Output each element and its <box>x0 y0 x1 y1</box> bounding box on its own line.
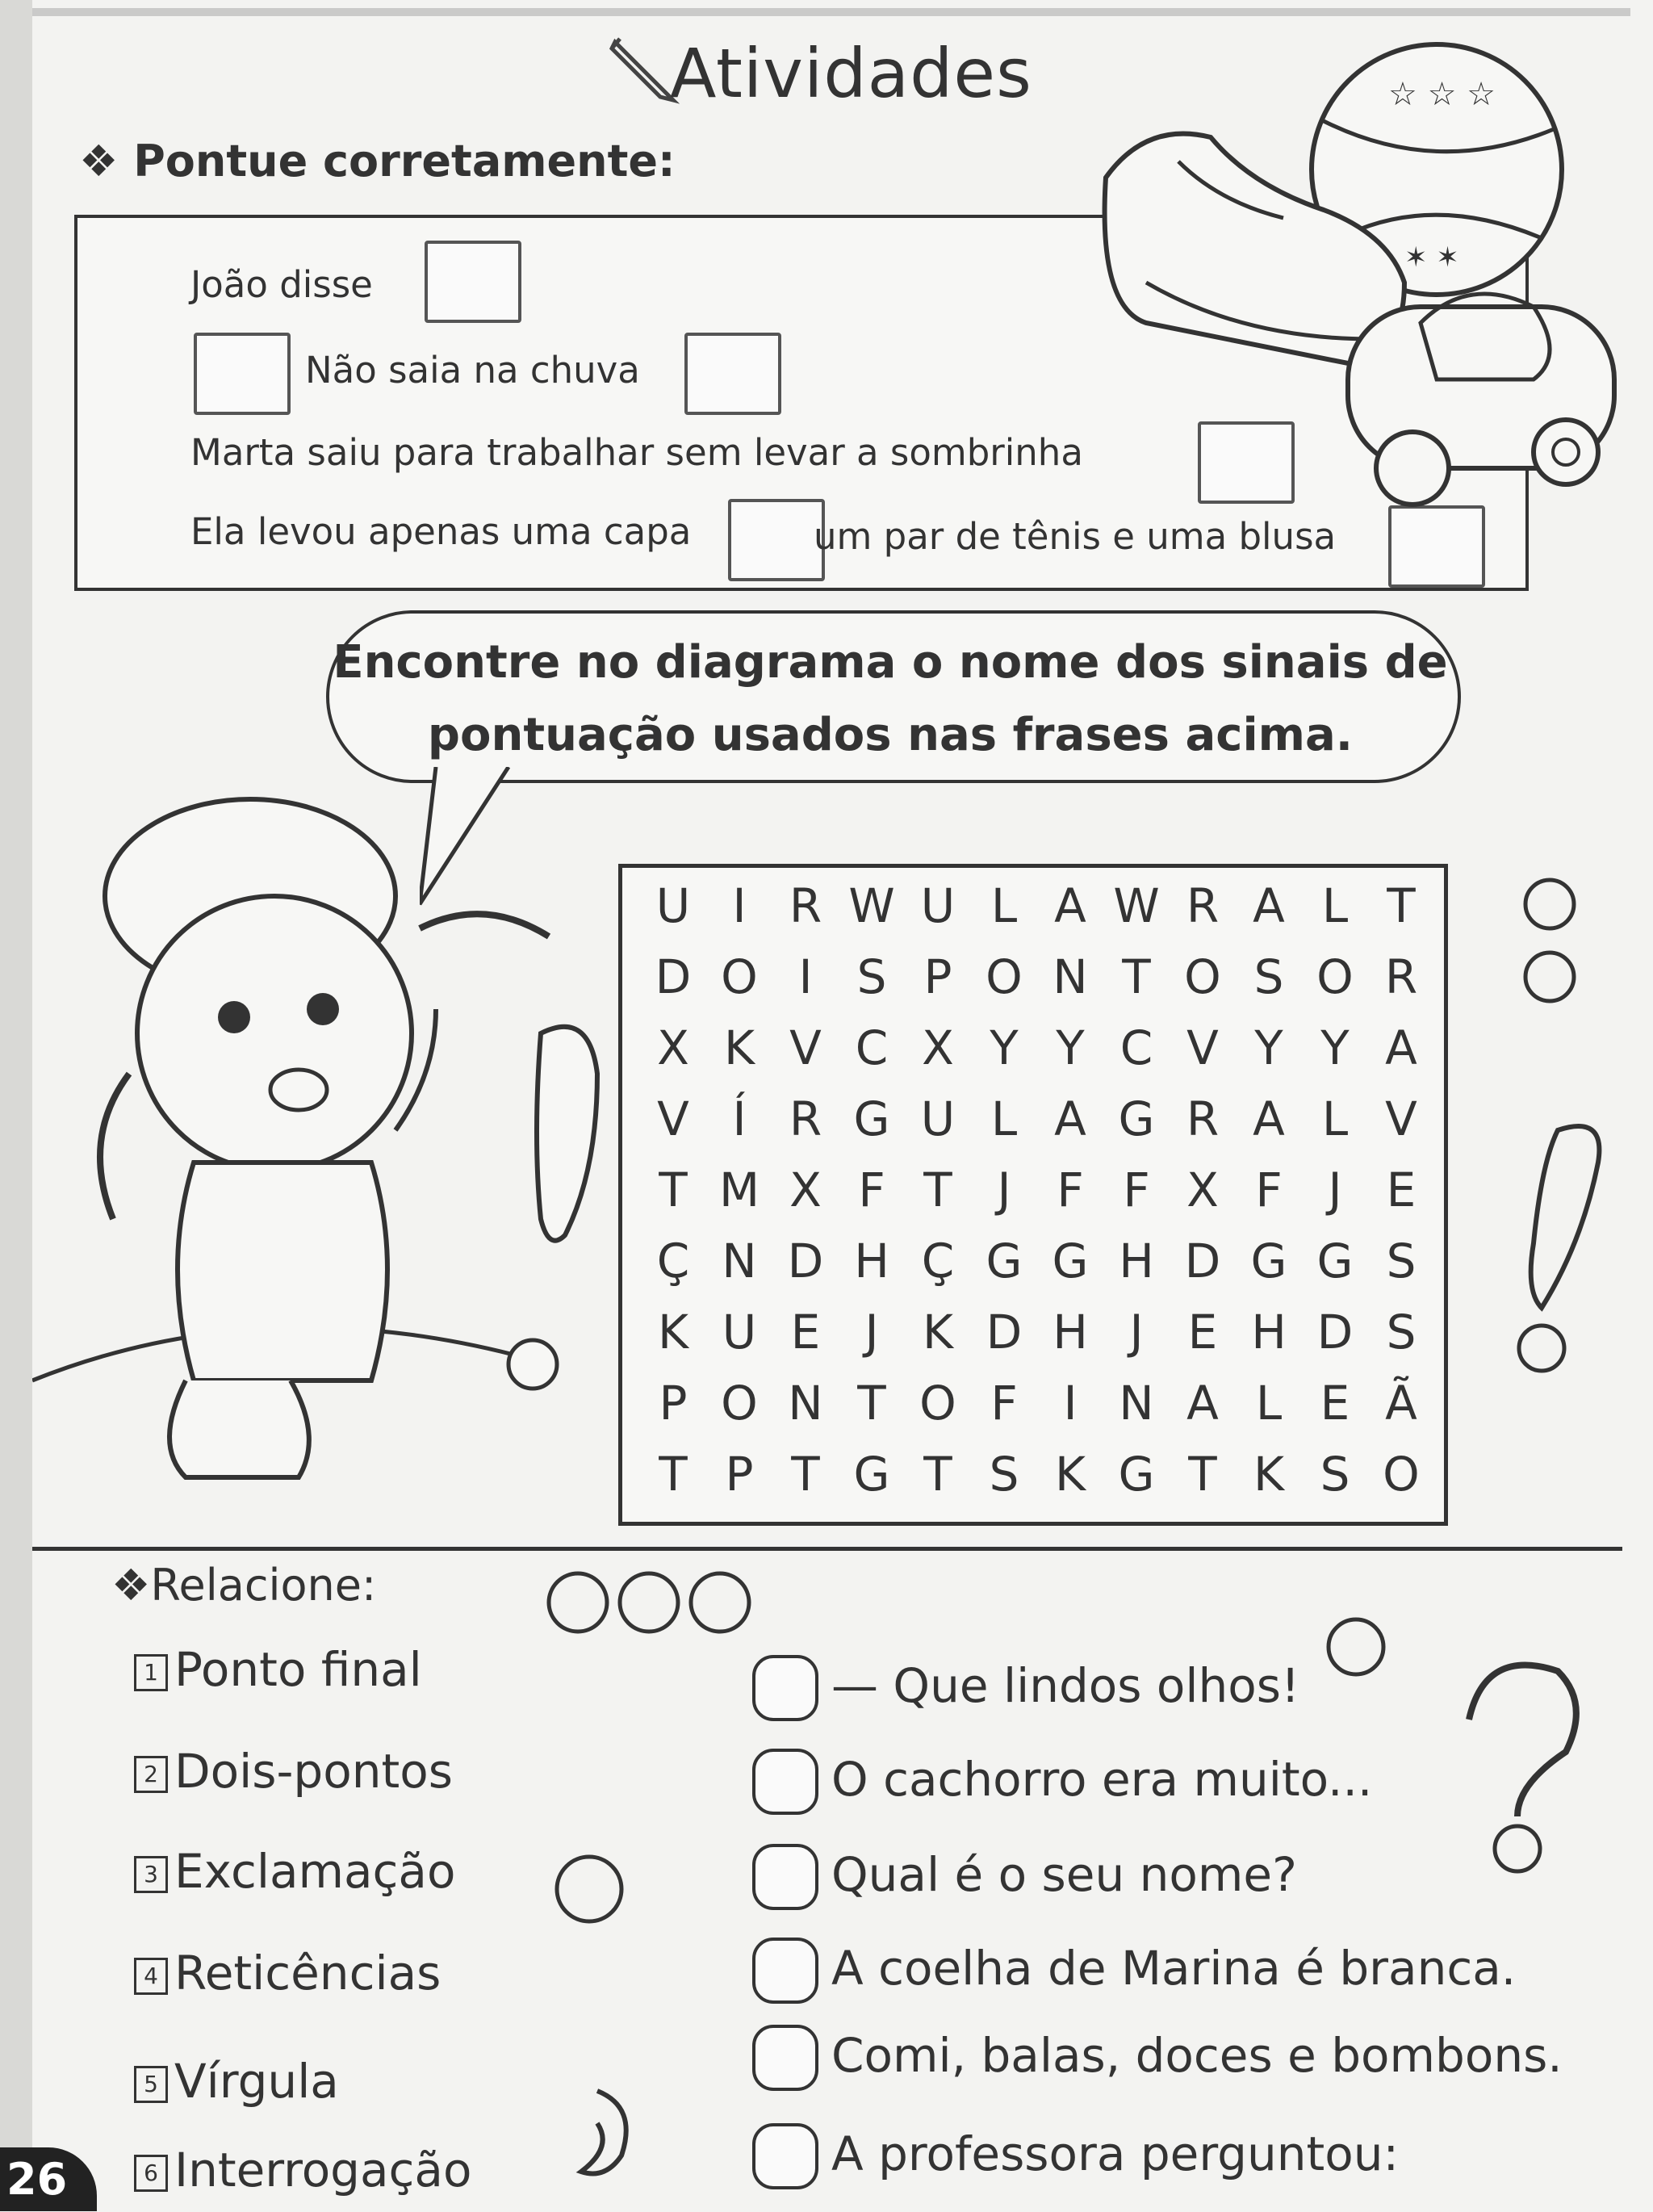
word-search-letter[interactable]: S <box>1386 1234 1417 1288</box>
word-search-row <box>641 949 1448 1006</box>
word-search-letter[interactable]: A <box>1054 878 1086 933</box>
sentence-line-1: João disse <box>190 263 373 306</box>
relate-sentence: — Que lindos olhos! <box>831 1658 1300 1713</box>
section-label-pontue: ❖ Pontue corretamente: <box>79 136 676 186</box>
word-search-letter[interactable]: H <box>854 1234 889 1288</box>
answer-box[interactable] <box>728 499 825 581</box>
term-number: 1 <box>134 1654 168 1691</box>
word-search-letter[interactable]: A <box>1385 1020 1417 1075</box>
sentence-line-2: Não saia na chuva <box>305 349 640 392</box>
word-search-letter[interactable]: O <box>721 1376 758 1431</box>
word-search-letter[interactable]: G <box>1316 1234 1354 1288</box>
word-search-letter[interactable]: I <box>798 949 813 1004</box>
word-search-letter[interactable]: K <box>1054 1447 1086 1502</box>
word-search-letter[interactable]: O <box>1383 1447 1420 1502</box>
word-search-letter[interactable]: K <box>1253 1447 1285 1502</box>
word-search-letter[interactable]: G <box>1118 1447 1155 1502</box>
word-search-letter[interactable]: G <box>1118 1091 1155 1146</box>
word-search-letter[interactable]: Ã <box>1385 1376 1417 1431</box>
word-search-letter[interactable]: C <box>855 1020 889 1075</box>
word-search-letter[interactable]: O <box>986 949 1023 1004</box>
word-search-row <box>641 1020 1448 1077</box>
word-search-letter[interactable]: Ç <box>921 1234 955 1288</box>
relate-answer-box[interactable] <box>752 2025 818 2091</box>
word-search-letter[interactable]: O <box>919 1376 956 1431</box>
word-search-letter[interactable]: E <box>1386 1163 1417 1217</box>
word-search-letter[interactable]: Ç <box>656 1234 690 1288</box>
word-search-letter[interactable]: Í <box>732 1091 747 1146</box>
word-search-letter[interactable]: T <box>659 1447 688 1502</box>
relate-answer-box[interactable] <box>752 1749 818 1815</box>
word-search-letter[interactable]: D <box>1184 1234 1221 1288</box>
word-search-letter[interactable]: I <box>1063 1376 1078 1431</box>
relate-sentence: O cachorro era muito... <box>831 1752 1373 1807</box>
word-search-letter[interactable]: O <box>721 949 758 1004</box>
toys-illustration <box>1082 16 1638 533</box>
word-search-letter[interactable]: S <box>1320 1447 1350 1502</box>
girl-illustration <box>32 767 613 1542</box>
relate-term <box>134 2143 471 2197</box>
word-search-letter[interactable]: F <box>1057 1163 1084 1217</box>
relate-answer-box[interactable] <box>752 2123 818 2189</box>
word-search-letter[interactable]: G <box>853 1091 890 1146</box>
word-search-letter[interactable]: N <box>1119 1376 1154 1431</box>
word-search-letter[interactable]: K <box>922 1305 954 1359</box>
term-number: 2 <box>134 1756 168 1793</box>
relate-sentence: A coelha de Marina é branca. <box>831 1941 1517 1996</box>
word-search-letter[interactable]: V <box>789 1020 822 1075</box>
relate-answer-box[interactable] <box>752 1938 818 2004</box>
word-search-letter[interactable]: U <box>655 878 691 933</box>
word-search-letter[interactable]: S <box>1253 949 1284 1004</box>
word-search-letter[interactable]: O <box>1184 949 1221 1004</box>
term-number: 6 <box>134 2155 168 2192</box>
word-search-letter[interactable]: H <box>1052 1305 1088 1359</box>
word-search-letter[interactable]: G <box>986 1234 1023 1288</box>
word-search-letter[interactable]: D <box>1316 1305 1354 1359</box>
word-search-row <box>641 1447 1448 1503</box>
word-search-row <box>641 1163 1448 1219</box>
word-search-letter[interactable]: T <box>791 1447 820 1502</box>
punctuation-decor <box>1509 872 1630 1389</box>
term-label: Vírgula <box>174 2054 339 2109</box>
word-search-letter[interactable]: L <box>990 878 1018 933</box>
word-search-letter[interactable]: A <box>1253 878 1285 933</box>
word-search-letter[interactable]: D <box>986 1305 1023 1359</box>
word-search-letter[interactable]: D <box>655 949 692 1004</box>
section-label-relacione: ❖Relacione: <box>111 1560 377 1611</box>
word-search-letter[interactable]: L <box>1321 1091 1349 1146</box>
word-search-letter[interactable]: T <box>923 1163 952 1217</box>
word-search-letter[interactable]: L <box>990 1091 1018 1146</box>
term-label: Dois-pontos <box>174 1744 453 1799</box>
word-search-letter[interactable]: U <box>920 1091 956 1146</box>
word-search-letter[interactable]: A <box>1253 1091 1285 1146</box>
word-search-letter[interactable]: V <box>1186 1020 1219 1075</box>
dots-decor <box>546 1566 755 1639</box>
word-search-letter[interactable]: F <box>1255 1163 1283 1217</box>
term-label: Reticências <box>174 1946 441 2000</box>
word-search-letter[interactable]: J <box>1129 1305 1144 1359</box>
relate-sentence: Qual é o seu nome? <box>831 1847 1297 1902</box>
word-search-letter[interactable]: I <box>732 878 747 933</box>
page-title: Atividades <box>670 34 1032 113</box>
word-search-letter[interactable]: U <box>920 878 956 933</box>
word-search-letter[interactable]: X <box>922 1020 954 1075</box>
word-search-letter[interactable]: E <box>1187 1305 1218 1359</box>
relate-answer-box[interactable] <box>752 1844 818 1910</box>
comma-decor <box>549 1849 646 2188</box>
word-search-row <box>641 1305 1448 1361</box>
bubble-line-2: pontuação usados nas frases acima. <box>427 709 1354 761</box>
word-search-letter[interactable]: G <box>1250 1234 1287 1288</box>
word-search-letter[interactable]: H <box>1119 1234 1154 1288</box>
word-search-letter[interactable]: R <box>1186 878 1220 933</box>
word-search-letter[interactable]: F <box>1123 1163 1150 1217</box>
word-search-letter[interactable]: K <box>723 1020 755 1075</box>
page-number: 26 <box>0 2147 97 2211</box>
term-number: 3 <box>134 1856 168 1893</box>
word-search-letter[interactable]: D <box>787 1234 824 1288</box>
word-search-letter[interactable]: G <box>853 1447 890 1502</box>
relate-term <box>134 1642 422 1697</box>
relate-term <box>134 1844 455 1899</box>
relate-term <box>134 1946 441 2000</box>
word-search-letter[interactable]: T <box>659 1163 688 1217</box>
word-search-letter[interactable]: T <box>857 1376 886 1431</box>
word-search-letter[interactable]: X <box>657 1020 689 1075</box>
word-search-letter[interactable]: P <box>923 949 952 1004</box>
word-search-letter[interactable]: Y <box>1254 1020 1283 1075</box>
word-search-letter[interactable]: K <box>657 1305 689 1359</box>
word-search-letter[interactable]: J <box>997 1163 1011 1217</box>
word-search-letter[interactable]: J <box>1328 1163 1342 1217</box>
word-search-letter[interactable]: O <box>1316 949 1354 1004</box>
relate-term <box>134 1744 453 1799</box>
word-search-letter[interactable]: P <box>725 1447 754 1502</box>
page-edge <box>0 0 32 2211</box>
word-search-letter[interactable]: A <box>1054 1091 1086 1146</box>
word-search-row <box>641 1091 1448 1148</box>
sentence-line-5: um par de tênis e uma blusa <box>814 515 1337 558</box>
answer-box[interactable] <box>425 241 521 323</box>
word-search-letter[interactable]: F <box>858 1163 885 1217</box>
term-number: 5 <box>134 2066 168 2103</box>
word-search-letter[interactable]: R <box>1186 1091 1220 1146</box>
word-search-letter[interactable]: Y <box>990 1020 1019 1075</box>
relate-answer-box[interactable] <box>752 1655 818 1721</box>
word-search-letter[interactable]: T <box>1387 878 1416 933</box>
word-search-letter[interactable]: R <box>789 878 822 933</box>
word-search-letter[interactable]: A <box>1186 1376 1219 1431</box>
term-label: Ponto final <box>174 1642 422 1697</box>
word-search-row <box>641 1234 1448 1290</box>
relate-term <box>134 2054 339 2109</box>
word-search-letter[interactable]: E <box>1320 1376 1350 1431</box>
word-search-letter[interactable]: S <box>1386 1305 1417 1359</box>
word-search-letter[interactable]: J <box>864 1305 879 1359</box>
word-search-letter[interactable]: Y <box>1320 1020 1350 1075</box>
word-search-letter[interactable]: P <box>659 1376 688 1431</box>
sentence-line-3: Marta saiu para trabalhar sem levar a sombrinha <box>190 431 1083 474</box>
word-search-letter[interactable]: H <box>1251 1305 1287 1359</box>
word-search-letter[interactable]: T <box>923 1447 952 1502</box>
word-search-letter[interactable]: L <box>1321 878 1349 933</box>
question-mark-decor <box>1324 1615 1598 1881</box>
pencil-icon <box>607 32 680 105</box>
section-divider <box>32 1547 1622 1551</box>
relate-sentence: Comi, balas, doces e bombons. <box>831 2028 1563 2083</box>
word-search-letter[interactable]: N <box>1052 949 1088 1004</box>
answer-box[interactable] <box>194 333 291 415</box>
word-search-letter[interactable]: W <box>1113 878 1160 933</box>
word-search-letter[interactable]: E <box>790 1305 821 1359</box>
word-search-letter[interactable]: V <box>657 1091 689 1146</box>
term-number: 4 <box>134 1958 168 1995</box>
word-search-letter[interactable]: S <box>989 1447 1019 1502</box>
answer-box[interactable] <box>684 333 781 415</box>
word-search-letter[interactable]: T <box>1188 1447 1217 1502</box>
word-search-letter[interactable]: N <box>722 1234 757 1288</box>
word-search-letter[interactable]: C <box>1119 1020 1153 1075</box>
word-search-letter[interactable]: F <box>990 1376 1018 1431</box>
word-search-row <box>641 1376 1448 1432</box>
word-search-letter[interactable]: X <box>1186 1163 1219 1217</box>
word-search-letter[interactable]: X <box>789 1163 822 1217</box>
svg-text:☆ ☆ ☆: ☆ ☆ ☆ <box>1388 76 1496 113</box>
word-search-letter[interactable]: T <box>1122 949 1151 1004</box>
word-search-letter[interactable]: L <box>1255 1376 1283 1431</box>
word-search-letter[interactable]: N <box>788 1376 823 1431</box>
word-search-letter[interactable]: G <box>1052 1234 1089 1288</box>
word-search-letter[interactable]: R <box>789 1091 822 1146</box>
relate-sentence: A professora perguntou: <box>831 2126 1400 2181</box>
sentence-line-4: Ela levou apenas uma capa <box>190 510 692 553</box>
bubble-line-1: Encontre no diagrama o nome dos sinais de <box>333 636 1448 689</box>
word-search-row <box>641 878 1448 935</box>
word-search-letter[interactable]: W <box>848 878 895 933</box>
term-label: Exclamação <box>174 1844 456 1899</box>
svg-text:✶ ✶: ✶ ✶ <box>1404 241 1459 274</box>
term-label: Interrogação <box>174 2143 472 2197</box>
word-search-letter[interactable]: S <box>856 949 887 1004</box>
top-border <box>32 8 1630 16</box>
word-search-letter[interactable]: R <box>1384 949 1418 1004</box>
word-search-letter[interactable]: M <box>718 1163 760 1217</box>
word-search-letter[interactable]: V <box>1385 1091 1417 1146</box>
bubble-instruction <box>326 626 1454 772</box>
word-search-letter[interactable]: Y <box>1056 1020 1085 1075</box>
word-search-letter[interactable]: U <box>722 1305 757 1359</box>
